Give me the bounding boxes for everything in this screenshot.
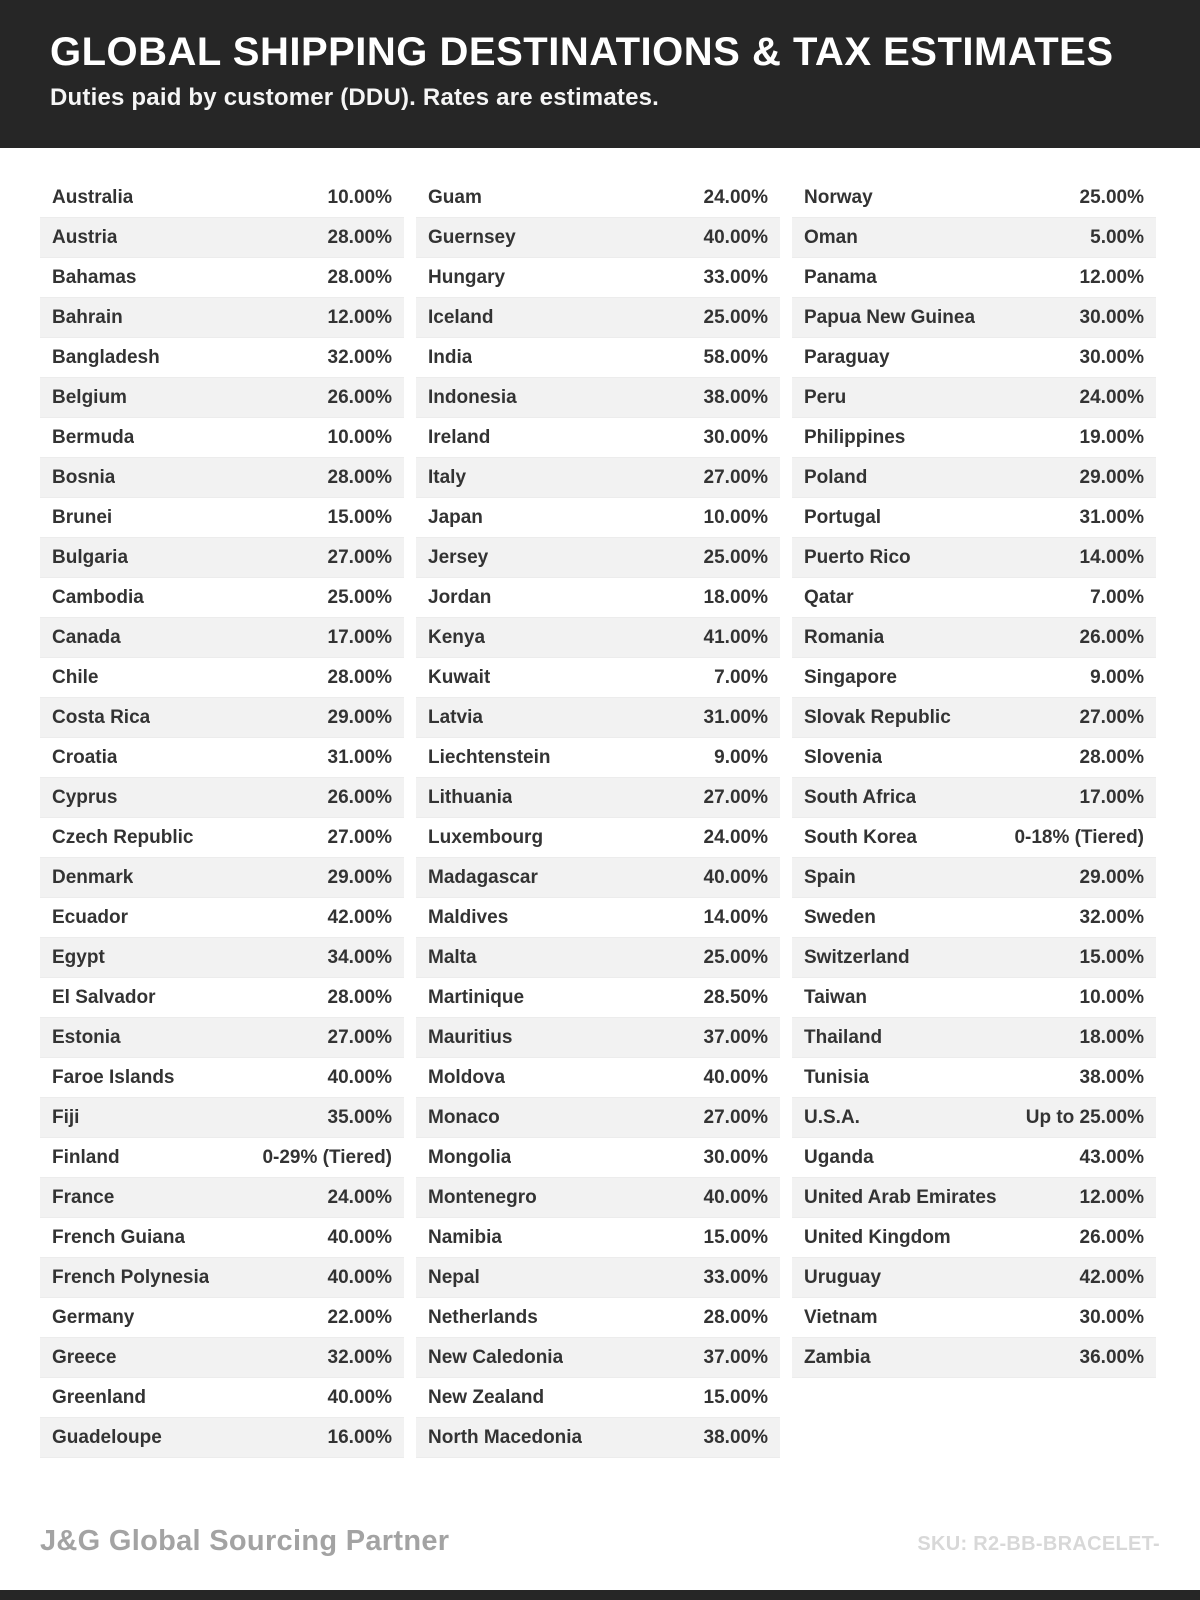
rate-row bbox=[40, 1338, 404, 1378]
rate-row bbox=[416, 578, 780, 618]
tax-rate: 40.00% bbox=[703, 226, 768, 248]
country-name: Brunei bbox=[52, 506, 113, 528]
tax-rate: 26.00% bbox=[1079, 1226, 1144, 1248]
country-name: French Polynesia bbox=[52, 1266, 210, 1288]
tax-rate: 27.00% bbox=[703, 1106, 768, 1128]
rate-row bbox=[416, 978, 780, 1018]
rate-row bbox=[792, 538, 1156, 578]
country-name: Vietnam bbox=[804, 1306, 878, 1328]
rate-row bbox=[416, 538, 780, 578]
country-name: Bahamas bbox=[52, 266, 137, 288]
country-name: Ireland bbox=[428, 426, 491, 448]
tax-rate: 24.00% bbox=[327, 1186, 392, 1208]
country-name: Maldives bbox=[428, 906, 509, 928]
country-name: Bermuda bbox=[52, 426, 135, 448]
country-name: New Zealand bbox=[428, 1386, 545, 1408]
rate-row bbox=[40, 338, 404, 378]
rate-row bbox=[416, 1258, 780, 1298]
brand-name: J&G Global Sourcing Partner bbox=[40, 1525, 450, 1557]
country-name: France bbox=[52, 1186, 115, 1208]
tax-rate: 31.00% bbox=[703, 706, 768, 728]
country-name: Switzerland bbox=[804, 946, 910, 968]
tax-rate: Up to 25.00% bbox=[1025, 1106, 1144, 1128]
page-header bbox=[0, 0, 1200, 148]
country-name: Cyprus bbox=[52, 786, 118, 808]
rate-row bbox=[792, 1098, 1156, 1138]
tax-rate: 33.00% bbox=[703, 266, 768, 288]
tax-rate: 34.00% bbox=[327, 946, 392, 968]
country-name: South Africa bbox=[804, 786, 917, 808]
tax-rate: 0-18% (Tiered) bbox=[1014, 826, 1144, 848]
tax-rate: 27.00% bbox=[703, 466, 768, 488]
tax-rate: 15.00% bbox=[703, 1226, 768, 1248]
rate-row bbox=[792, 1258, 1156, 1298]
tax-rate: 15.00% bbox=[327, 506, 392, 528]
tax-rate: 15.00% bbox=[1079, 946, 1144, 968]
rate-row bbox=[416, 898, 780, 938]
country-name: Guam bbox=[428, 186, 482, 208]
country-name: Fiji bbox=[52, 1106, 80, 1128]
tax-rate: 40.00% bbox=[327, 1066, 392, 1088]
country-name: Canada bbox=[52, 626, 121, 648]
tax-rate: 9.00% bbox=[1090, 666, 1144, 688]
rate-row bbox=[792, 1058, 1156, 1098]
rate-row bbox=[416, 618, 780, 658]
tax-rate: 14.00% bbox=[703, 906, 768, 928]
country-name: Tunisia bbox=[804, 1066, 870, 1088]
rate-row bbox=[416, 1378, 780, 1418]
rate-row bbox=[40, 618, 404, 658]
rate-row bbox=[40, 818, 404, 858]
tax-rate: 32.00% bbox=[327, 346, 392, 368]
rate-row bbox=[416, 178, 780, 218]
country-name: Portugal bbox=[804, 506, 882, 528]
tax-rate: 12.00% bbox=[1079, 266, 1144, 288]
country-name: Iceland bbox=[428, 306, 494, 328]
country-name: Mauritius bbox=[428, 1026, 513, 1048]
country-name: Belgium bbox=[52, 386, 127, 408]
rate-row bbox=[40, 1178, 404, 1218]
rate-row bbox=[792, 418, 1156, 458]
country-name: Kenya bbox=[428, 626, 486, 648]
rate-row bbox=[792, 378, 1156, 418]
tax-rate: 28.00% bbox=[703, 1306, 768, 1328]
country-name: India bbox=[428, 346, 473, 368]
country-name: South Korea bbox=[804, 826, 917, 848]
rate-row bbox=[40, 938, 404, 978]
rate-row bbox=[416, 938, 780, 978]
rate-row bbox=[40, 1418, 404, 1458]
country-name: Oman bbox=[804, 226, 858, 248]
rate-row bbox=[40, 218, 404, 258]
rate-row bbox=[416, 1178, 780, 1218]
rate-row bbox=[40, 1138, 404, 1178]
tax-rate: 38.00% bbox=[703, 386, 768, 408]
tax-rate: 28.00% bbox=[327, 986, 392, 1008]
tax-rate: 29.00% bbox=[327, 706, 392, 728]
country-name: Romania bbox=[804, 626, 885, 648]
tax-rate: 24.00% bbox=[703, 826, 768, 848]
country-name: Luxembourg bbox=[428, 826, 544, 848]
tax-rate: 10.00% bbox=[327, 186, 392, 208]
country-name: North Macedonia bbox=[428, 1426, 583, 1448]
rate-row bbox=[416, 498, 780, 538]
country-name: Uganda bbox=[804, 1146, 874, 1168]
country-name: Bangladesh bbox=[52, 346, 160, 368]
country-name: U.S.A. bbox=[804, 1106, 860, 1128]
tax-rate: 31.00% bbox=[327, 746, 392, 768]
country-name: Peru bbox=[804, 386, 847, 408]
country-name: Spain bbox=[804, 866, 856, 888]
tax-rate: 27.00% bbox=[1079, 706, 1144, 728]
country-name: Hungary bbox=[428, 266, 506, 288]
tax-rate: 38.00% bbox=[1079, 1066, 1144, 1088]
rates-table bbox=[0, 148, 1200, 1458]
tax-rate: 28.00% bbox=[327, 666, 392, 688]
tax-rate: 10.00% bbox=[703, 506, 768, 528]
rate-row bbox=[792, 498, 1156, 538]
page-title: GLOBAL SHIPPING DESTINATIONS & TAX ESTIMATES bbox=[50, 30, 1114, 74]
country-name: Bulgaria bbox=[52, 546, 129, 568]
tax-rate: 37.00% bbox=[703, 1346, 768, 1368]
rate-row bbox=[40, 978, 404, 1018]
country-name: Taiwan bbox=[804, 986, 867, 1008]
country-name: Nepal bbox=[428, 1266, 480, 1288]
tax-rate: 12.00% bbox=[327, 306, 392, 328]
rate-row bbox=[40, 1098, 404, 1138]
country-name: Thailand bbox=[804, 1026, 883, 1048]
rate-row bbox=[416, 1218, 780, 1258]
tax-rate: 29.00% bbox=[327, 866, 392, 888]
rate-row bbox=[416, 1018, 780, 1058]
rate-row bbox=[792, 698, 1156, 738]
tax-rate: 28.00% bbox=[327, 226, 392, 248]
tax-rate: 32.00% bbox=[1079, 906, 1144, 928]
tax-rate: 32.00% bbox=[327, 1346, 392, 1368]
country-name: Malta bbox=[428, 946, 477, 968]
rate-row bbox=[792, 618, 1156, 658]
tax-rate: 37.00% bbox=[703, 1026, 768, 1048]
rate-row bbox=[792, 258, 1156, 298]
rate-row bbox=[416, 258, 780, 298]
rate-row bbox=[40, 258, 404, 298]
rate-row bbox=[792, 298, 1156, 338]
rate-row bbox=[40, 858, 404, 898]
tax-rate: 38.00% bbox=[703, 1426, 768, 1448]
tax-rate: 10.00% bbox=[327, 426, 392, 448]
rate-row bbox=[40, 1058, 404, 1098]
tax-rate: 25.00% bbox=[703, 546, 768, 568]
country-name: Japan bbox=[428, 506, 483, 528]
country-name: Croatia bbox=[52, 746, 118, 768]
tax-rate: 24.00% bbox=[1079, 386, 1144, 408]
rate-row bbox=[40, 698, 404, 738]
country-name: Uruguay bbox=[804, 1266, 882, 1288]
country-name: Norway bbox=[804, 186, 873, 208]
rate-row bbox=[40, 1298, 404, 1338]
rate-row bbox=[416, 458, 780, 498]
rate-row bbox=[416, 338, 780, 378]
country-name: Cambodia bbox=[52, 586, 144, 608]
country-name: Australia bbox=[52, 186, 134, 208]
rate-row bbox=[416, 378, 780, 418]
rate-row bbox=[40, 178, 404, 218]
tax-rate: 28.00% bbox=[327, 466, 392, 488]
rate-row bbox=[40, 1258, 404, 1298]
country-name: French Guiana bbox=[52, 1226, 186, 1248]
rate-row bbox=[792, 858, 1156, 898]
tax-rate: 36.00% bbox=[1079, 1346, 1144, 1368]
rate-row bbox=[792, 658, 1156, 698]
rate-row bbox=[792, 338, 1156, 378]
bottom-divider-bar bbox=[0, 1590, 1200, 1600]
rate-row bbox=[40, 898, 404, 938]
country-name: Namibia bbox=[428, 1226, 502, 1248]
tax-rate: 43.00% bbox=[1079, 1146, 1144, 1168]
tax-rate: 26.00% bbox=[1079, 626, 1144, 648]
sku-label: SKU: R2-BB-BRACELET- bbox=[917, 1533, 1160, 1555]
rate-row bbox=[416, 778, 780, 818]
country-name: Papua New Guinea bbox=[804, 306, 976, 328]
tax-rate: 18.00% bbox=[1079, 1026, 1144, 1048]
tax-rate: 40.00% bbox=[327, 1266, 392, 1288]
rate-row bbox=[792, 178, 1156, 218]
rate-row bbox=[40, 298, 404, 338]
country-name: Qatar bbox=[804, 586, 854, 608]
rate-row bbox=[416, 818, 780, 858]
tax-rate: 27.00% bbox=[327, 826, 392, 848]
country-name: Czech Republic bbox=[52, 826, 194, 848]
tax-rate: 19.00% bbox=[1079, 426, 1144, 448]
rate-row bbox=[416, 1098, 780, 1138]
tax-rate: 30.00% bbox=[703, 1146, 768, 1168]
country-name: Monaco bbox=[428, 1106, 500, 1128]
rate-row bbox=[792, 218, 1156, 258]
tax-rate: 17.00% bbox=[1079, 786, 1144, 808]
country-name: Bahrain bbox=[52, 306, 123, 328]
country-name: Paraguay bbox=[804, 346, 890, 368]
tax-rate: 9.00% bbox=[714, 746, 768, 768]
tax-rate: 40.00% bbox=[703, 1186, 768, 1208]
tax-rate: 28.50% bbox=[703, 986, 768, 1008]
tax-rate: 10.00% bbox=[1079, 986, 1144, 1008]
country-name: Martinique bbox=[428, 986, 525, 1008]
tax-rate: 25.00% bbox=[703, 946, 768, 968]
tax-rate: 31.00% bbox=[1079, 506, 1144, 528]
rate-row bbox=[416, 298, 780, 338]
rate-row bbox=[40, 418, 404, 458]
tax-rate: 27.00% bbox=[703, 786, 768, 808]
rate-row bbox=[792, 978, 1156, 1018]
tax-rate: 40.00% bbox=[327, 1386, 392, 1408]
tax-rate: 42.00% bbox=[1079, 1266, 1144, 1288]
country-name: Kuwait bbox=[428, 666, 491, 688]
page-subtitle: Duties paid by customer (DDU). Rates are estimates. bbox=[50, 84, 660, 111]
rate-row bbox=[416, 658, 780, 698]
country-name: Austria bbox=[52, 226, 118, 248]
country-name: Liechtenstein bbox=[428, 746, 551, 768]
country-name: Slovak Republic bbox=[804, 706, 951, 728]
tax-rate: 16.00% bbox=[327, 1426, 392, 1448]
country-name: Indonesia bbox=[428, 386, 517, 408]
rate-row bbox=[416, 1298, 780, 1338]
rate-row bbox=[40, 538, 404, 578]
country-name: Italy bbox=[428, 466, 467, 488]
rate-row bbox=[40, 778, 404, 818]
rate-row bbox=[792, 778, 1156, 818]
tax-rate: 7.00% bbox=[1090, 586, 1144, 608]
tax-rate: 33.00% bbox=[703, 1266, 768, 1288]
tax-rate: 30.00% bbox=[1079, 1306, 1144, 1328]
rate-row bbox=[416, 1058, 780, 1098]
country-name: Puerto Rico bbox=[804, 546, 911, 568]
country-name: Panama bbox=[804, 266, 877, 288]
tax-rate: 40.00% bbox=[703, 1066, 768, 1088]
tax-rate: 29.00% bbox=[1079, 466, 1144, 488]
country-name: El Salvador bbox=[52, 986, 156, 1008]
country-name: Jordan bbox=[428, 586, 492, 608]
rate-column-1 bbox=[40, 178, 404, 1458]
country-name: Slovenia bbox=[804, 746, 883, 768]
country-name: Greenland bbox=[52, 1386, 146, 1408]
tax-rate: 26.00% bbox=[327, 786, 392, 808]
country-name: Greece bbox=[52, 1346, 117, 1368]
tax-rate: 22.00% bbox=[327, 1306, 392, 1328]
rate-row bbox=[792, 458, 1156, 498]
rate-row bbox=[416, 698, 780, 738]
country-name: Madagascar bbox=[428, 866, 538, 888]
tax-rate: 27.00% bbox=[327, 1026, 392, 1048]
tax-rate: 24.00% bbox=[703, 186, 768, 208]
tax-rate: 5.00% bbox=[1090, 226, 1144, 248]
tax-rate: 12.00% bbox=[1079, 1186, 1144, 1208]
rate-row bbox=[416, 1338, 780, 1378]
tax-rate: 58.00% bbox=[703, 346, 768, 368]
tax-rate: 30.00% bbox=[1079, 306, 1144, 328]
rate-row bbox=[792, 738, 1156, 778]
tax-rate: 7.00% bbox=[714, 666, 768, 688]
country-name: Mongolia bbox=[428, 1146, 512, 1168]
country-name: Denmark bbox=[52, 866, 134, 888]
rate-row bbox=[416, 1138, 780, 1178]
rate-row bbox=[416, 1418, 780, 1458]
tax-rate: 27.00% bbox=[327, 546, 392, 568]
tax-rate: 40.00% bbox=[703, 866, 768, 888]
tax-rate: 28.00% bbox=[1079, 746, 1144, 768]
rate-row bbox=[40, 658, 404, 698]
tax-rate: 18.00% bbox=[703, 586, 768, 608]
rate-row bbox=[40, 738, 404, 778]
rate-row bbox=[40, 498, 404, 538]
country-name: Faroe Islands bbox=[52, 1066, 175, 1088]
country-name: Jersey bbox=[428, 546, 489, 568]
rate-row bbox=[792, 1138, 1156, 1178]
rate-row bbox=[40, 458, 404, 498]
country-name: Ecuador bbox=[52, 906, 129, 928]
rate-row bbox=[792, 1178, 1156, 1218]
page-footer bbox=[0, 1525, 1200, 1558]
country-name: Guernsey bbox=[428, 226, 516, 248]
country-name: Finland bbox=[52, 1146, 120, 1168]
country-name: Moldova bbox=[428, 1066, 506, 1088]
tax-rate: 17.00% bbox=[327, 626, 392, 648]
rate-row bbox=[792, 578, 1156, 618]
rate-row bbox=[416, 218, 780, 258]
country-name: Netherlands bbox=[428, 1306, 538, 1328]
rate-row bbox=[416, 858, 780, 898]
country-name: Montenegro bbox=[428, 1186, 537, 1208]
tax-rate: 14.00% bbox=[1079, 546, 1144, 568]
country-name: Sweden bbox=[804, 906, 876, 928]
country-name: Bosnia bbox=[52, 466, 116, 488]
country-name: Philippines bbox=[804, 426, 906, 448]
tax-rate: 42.00% bbox=[327, 906, 392, 928]
rate-row bbox=[792, 1018, 1156, 1058]
rate-row bbox=[792, 818, 1156, 858]
rate-row bbox=[40, 1018, 404, 1058]
country-name: Poland bbox=[804, 466, 868, 488]
tax-rate: 28.00% bbox=[327, 266, 392, 288]
country-name: Zambia bbox=[804, 1346, 871, 1368]
country-name: Estonia bbox=[52, 1026, 121, 1048]
country-name: Lithuania bbox=[428, 786, 513, 808]
tax-rate: 41.00% bbox=[703, 626, 768, 648]
rate-row bbox=[792, 1218, 1156, 1258]
country-name: Singapore bbox=[804, 666, 897, 688]
tax-rate: 26.00% bbox=[327, 386, 392, 408]
rate-row bbox=[792, 898, 1156, 938]
rate-row bbox=[416, 418, 780, 458]
tax-rate: 30.00% bbox=[703, 426, 768, 448]
rate-column-3 bbox=[792, 178, 1156, 1378]
tax-rate: 25.00% bbox=[327, 586, 392, 608]
rate-row bbox=[40, 378, 404, 418]
country-name: New Caledonia bbox=[428, 1346, 564, 1368]
country-name: United Kingdom bbox=[804, 1226, 951, 1248]
tax-rate: 40.00% bbox=[327, 1226, 392, 1248]
tax-rate: 29.00% bbox=[1079, 866, 1144, 888]
tax-rate: 30.00% bbox=[1079, 346, 1144, 368]
rate-row bbox=[40, 1378, 404, 1418]
tax-rate: 15.00% bbox=[703, 1386, 768, 1408]
rate-row bbox=[792, 1338, 1156, 1378]
rate-row bbox=[40, 578, 404, 618]
rate-row bbox=[416, 738, 780, 778]
tax-rate: 35.00% bbox=[327, 1106, 392, 1128]
rate-row bbox=[792, 938, 1156, 978]
country-name: Guadeloupe bbox=[52, 1426, 162, 1448]
tax-rate: 0-29% (Tiered) bbox=[262, 1146, 392, 1168]
rate-row bbox=[792, 1298, 1156, 1338]
tax-rate: 25.00% bbox=[703, 306, 768, 328]
country-name: United Arab Emirates bbox=[804, 1186, 997, 1208]
country-name: Costa Rica bbox=[52, 706, 151, 728]
tax-rate: 25.00% bbox=[1079, 186, 1144, 208]
country-name: Chile bbox=[52, 666, 99, 688]
rate-row bbox=[40, 1218, 404, 1258]
rate-column-2 bbox=[416, 178, 780, 1458]
country-name: Germany bbox=[52, 1306, 135, 1328]
country-name: Latvia bbox=[428, 706, 483, 728]
country-name: Egypt bbox=[52, 946, 105, 968]
